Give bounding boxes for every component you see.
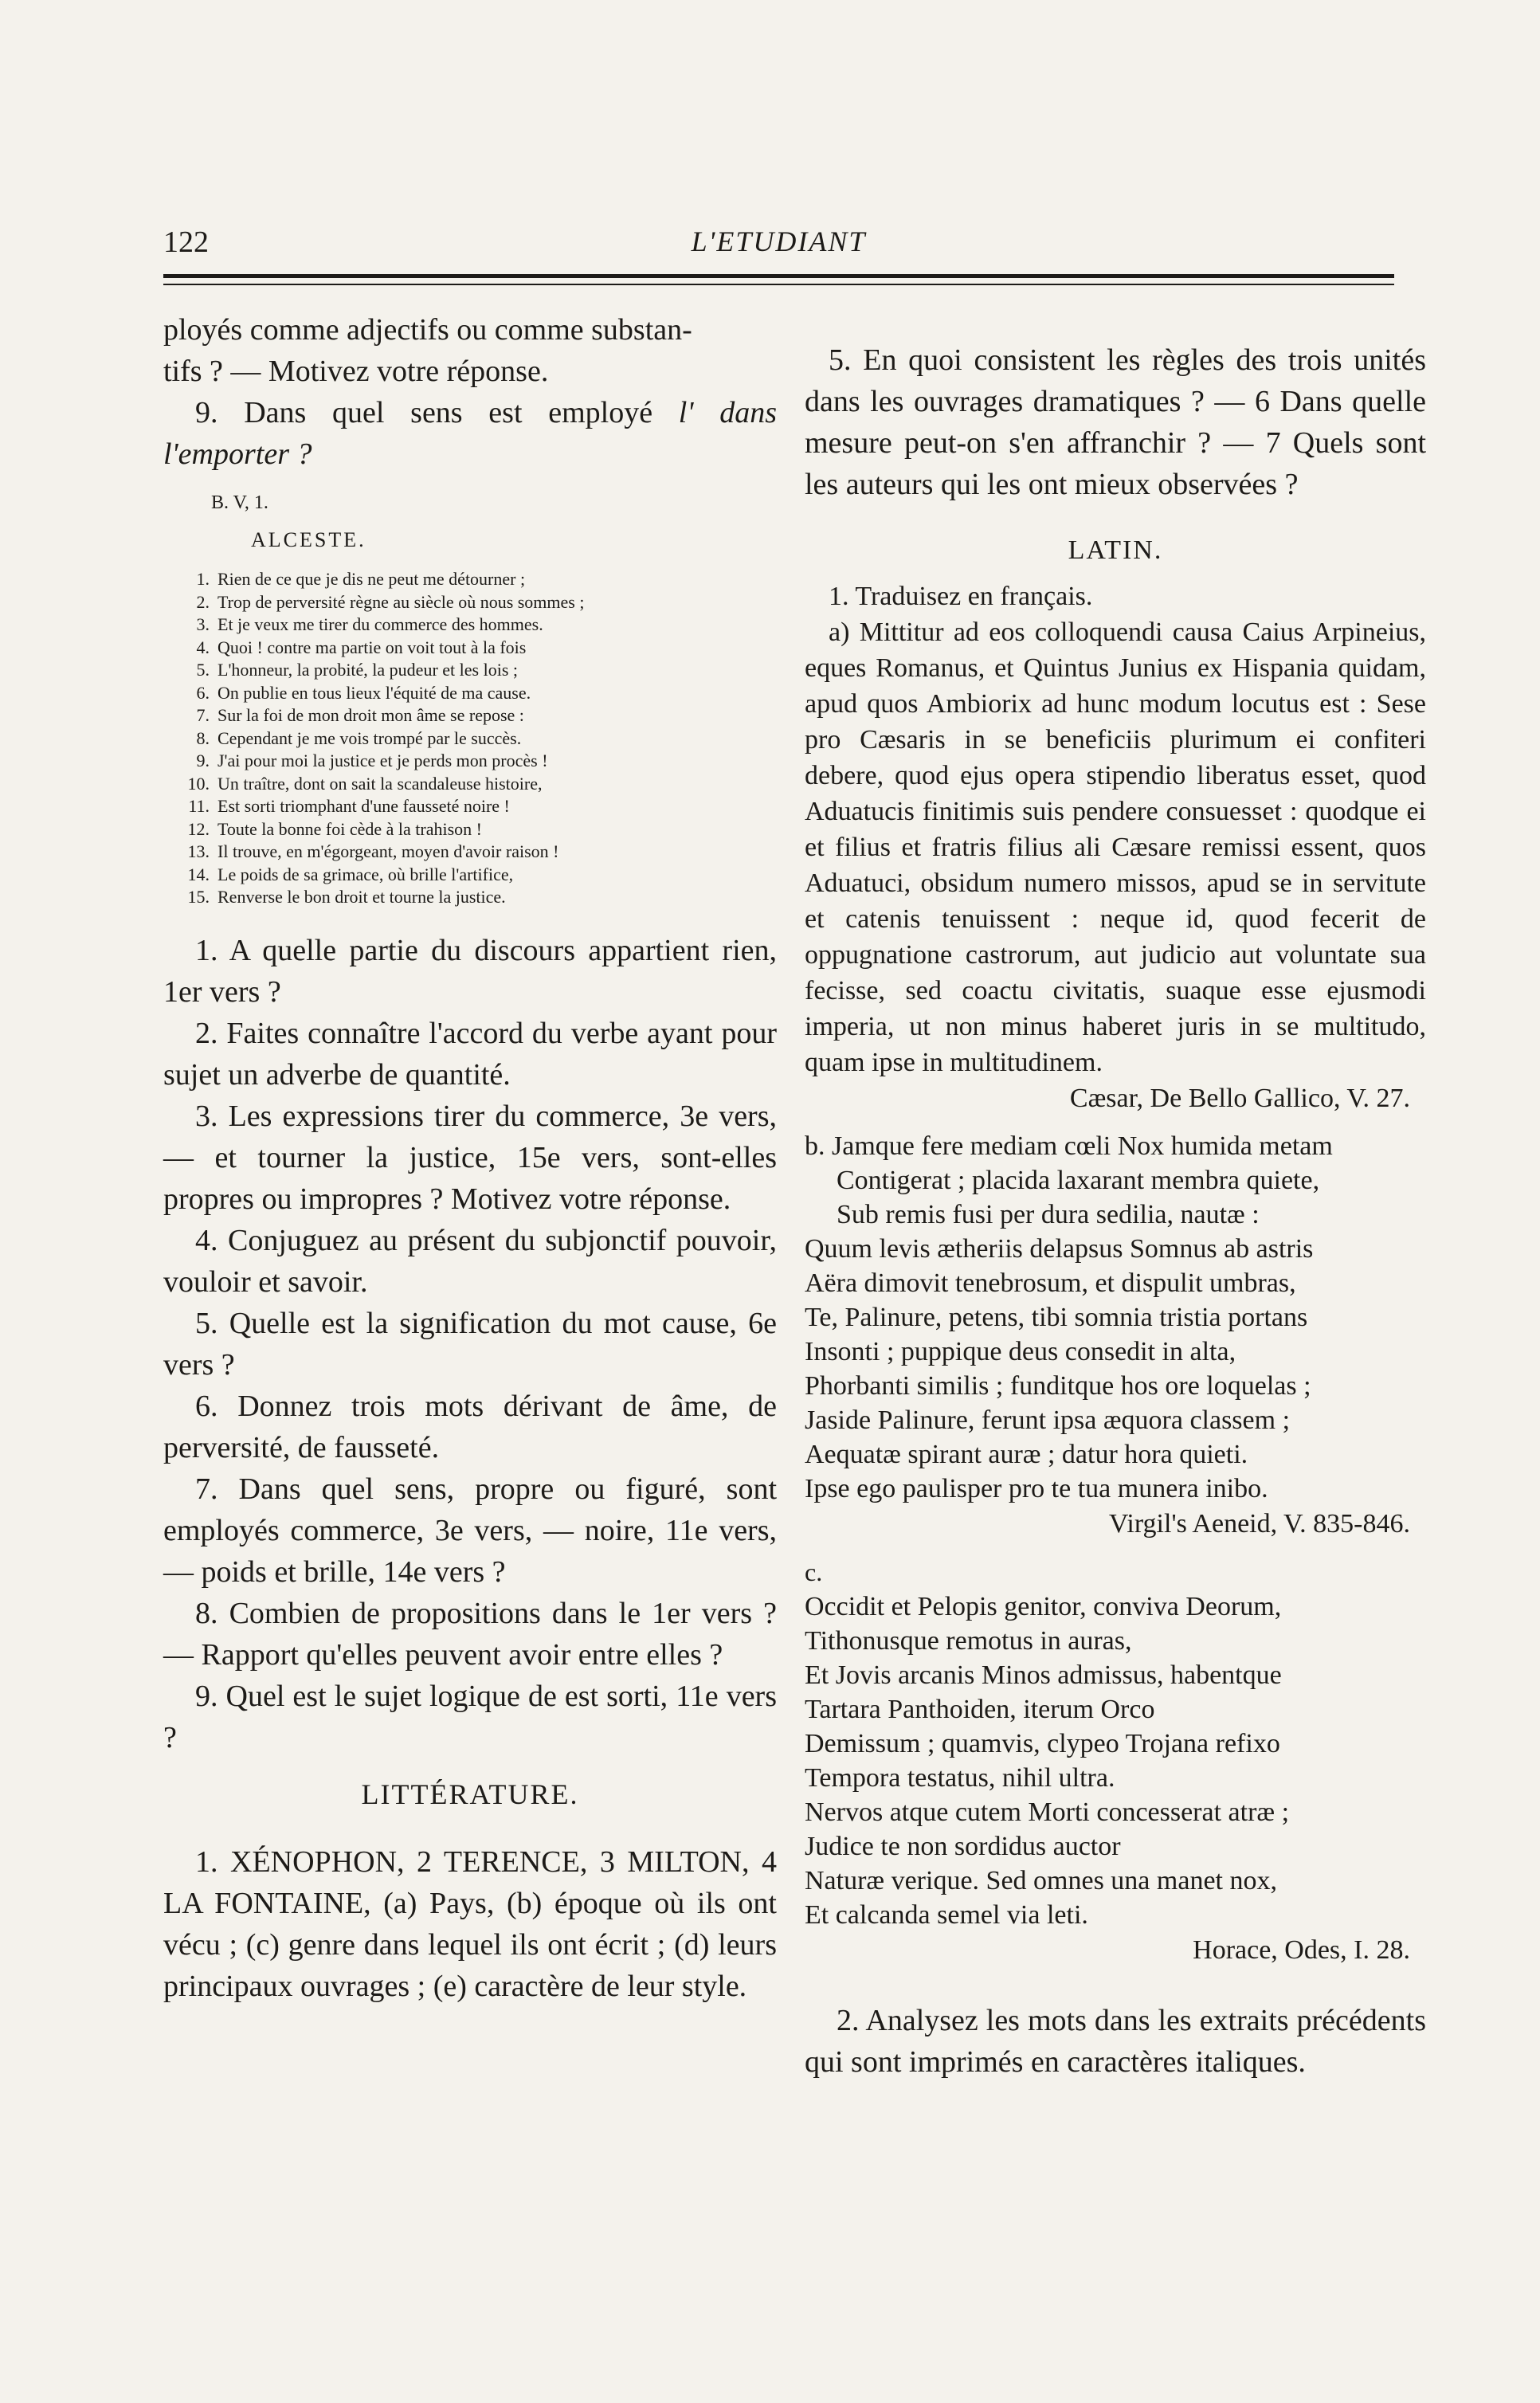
verse-text: Un traître, dont on sait la scandaleuse histoire, (217, 773, 543, 794)
verse-line (163, 795, 777, 818)
question-item: 8. Combien de propositions dans le 1er vers ? — Rapport qu'elles peuvent avoir entre elles ? (163, 1596, 777, 1672)
verse-line (163, 864, 777, 887)
q9-text: 9. Dans quel sens est employé (195, 396, 679, 429)
poem-line: Judice te non sordidus auctor (805, 1832, 1121, 1861)
verse-number: 11. (188, 796, 210, 816)
intro-line-2: tifs ? — Motivez votre réponse. (163, 355, 549, 388)
poem-line: Te, Palinure, petens, tibi somnia tristia portans (805, 1303, 1308, 1332)
question-item: 6. Donnez trois mots dérivant de âme, de perversité, de fausseté. (163, 1389, 777, 1464)
verse-line (163, 682, 777, 705)
verse-number: 6. (196, 682, 210, 703)
poem-line: Phorbanti similis ; funditque hos ore loquelas ; (805, 1371, 1311, 1401)
verse-text: Est sorti triomphant d'une fausseté noire ! (217, 796, 510, 816)
verse-number: 3. (196, 614, 210, 634)
intro-line-1: ployés comme adjectifs ou comme substan- (163, 313, 692, 347)
attribution-a: Cæsar, De Bello Gallico, V. 27. (1069, 1084, 1410, 1113)
question-list (163, 930, 777, 1758)
poem-line: b. Jamque fere mediam cœli Nox humida metam (805, 1131, 1333, 1161)
poem-line: Insonti ; puppique deus consedit in alta, (805, 1337, 1236, 1366)
attribution-b: Virgil's Aeneid, V. 835-846. (1108, 1509, 1410, 1539)
header-rule-thick (163, 274, 1394, 278)
poem-line: Aëra dimovit tenebrosum, et dispulit umbras, (805, 1268, 1296, 1298)
character-name: ALCESTE. (251, 528, 366, 551)
poem-line: Occidit et Pelopis genitor, conviva Deorum, (805, 1592, 1282, 1621)
verse-line (163, 637, 777, 660)
question-item: 7. Dans quel sens, propre ou figuré, sont employés commerce, 3e vers, — noire, 11e vers, — poids et brille, 14e vers ? (163, 1472, 777, 1589)
verse-text: On publie en tous lieux l'équité de ma cause. (217, 682, 531, 703)
q9-italic: l' dans l'emporter ? (163, 396, 777, 471)
verse-line (163, 773, 777, 796)
poem-line: Sub remis fusi per dura sedilia, nautæ : (837, 1200, 1260, 1229)
verse-number: 12. (187, 818, 210, 839)
passage-a: a) Mittitur ad eos colloquendi causa Caius Arpineius, eques Romanus, et Quintus Junius ex Hispania quidam, apud quos Ambiorix ad hunc modum locutus est : Sese pro Cæsaris in se beneficiis plurimum ei confiteri debere, quod ejus opera stipendio liberatus esset, quod Aduatucis finitimis suis pendere consuesset : quodque ei et filius et fratris filius ali Cæsare remissi essent, quos Aduatuci, obsidum numero missos, apud se in servitute et catenis tenuissent : neque id, quod fecerit de oppugnatione castrorum, aut judicio aut voluntate sua fecisse, sed coactu civitatis, suaque esse ejusmodi imperia, ut non minus haberet juris in se multitudo, quam ipse in multitudinem. (805, 617, 1426, 1077)
poem-line: Jaside Palinure, ferunt ipsa æquora classem ; (805, 1405, 1291, 1435)
question-item: 5. Quelle est la signification du mot cause, 6e vers ? (163, 1306, 777, 1382)
verse-list (163, 568, 777, 909)
verse-text: Trop de perversité règne au siècle où nous sommes ; (217, 591, 585, 612)
question-2-analysez: 2. Analysez les mots dans les extraits précédents qui sont imprimés en caractères italiques. (805, 2004, 1426, 2079)
verse-line (163, 750, 777, 773)
literature-question: 1. XÉNOPHON, 2 TERENCE, 3 MILTON, 4 LA FONTAINE, (a) Pays, (b) époque où ils ont vécu ; (c) genre dans lequel ils ont écrit ; (d) leurs principaux ouvrages ; (e) caractère de leur style. (163, 1844, 777, 2003)
poem-line: Contigerat ; placida laxarant membra quiete, (837, 1166, 1320, 1195)
label-c: c. (805, 1558, 823, 1586)
poem-c (805, 1590, 1426, 1932)
verse-line (163, 659, 777, 682)
verse-text: Cependant je me vois trompé par le succès. (217, 727, 522, 748)
verse-line (163, 704, 777, 727)
verse-number: 8. (196, 727, 210, 748)
question-9-top (163, 392, 777, 475)
poem-line: Nervos atque cutem Morti concesserat atræ ; (805, 1797, 1290, 1827)
poem-line: Et calcanda semel via leti. (805, 1900, 1088, 1930)
verse-text: Il trouve, en m'égorgeant, moyen d'avoir raison ! (217, 841, 559, 861)
verse-line (163, 818, 777, 841)
poem-line: Demissum ; quamvis, clypeo Trojana refixo (805, 1729, 1280, 1758)
verse-line (163, 613, 777, 637)
source-reference: B. V, 1. (211, 492, 268, 513)
verse-text: Rien de ce que je dis ne peut me détourner ; (217, 569, 526, 589)
verse-number: 7. (196, 705, 210, 725)
verse-line (163, 841, 777, 864)
poem-line: Aequatæ spirant auræ ; datur hora quieti. (805, 1440, 1248, 1469)
verse-text: Quoi ! contre ma partie on voit tout à la fois (217, 637, 527, 657)
poem-line: Tithonusque remotus in auras, (805, 1626, 1132, 1656)
latin-heading: LATIN. (1068, 535, 1163, 565)
verse-text: L'honneur, la probité, la pudeur et les lois ; (217, 660, 518, 680)
verse-number: 4. (196, 637, 210, 657)
verse-number: 14. (187, 864, 210, 884)
poem-line: Quum levis ætheriis delapsus Somnus ab astris (805, 1234, 1314, 1264)
attribution-c: Horace, Odes, I. 28. (1193, 1935, 1410, 1965)
verse-text: Le poids de sa grimace, où brille l'artifice, (217, 864, 514, 884)
verse-text: J'ai pour moi la justice et je perds mon procès ! (217, 751, 548, 770)
verse-line (163, 568, 777, 591)
question-5-unites: 5. En quoi consistent les règles des trois unités dans les ouvrages dramatiques ? — 6 Dans quelle mesure peut-on s'en affranchir ? — 7 Quels sont les auteurs qui les ont mieux observées ? (805, 343, 1426, 501)
question-item: 9. Quel est le sujet logique de est sorti, 11e vers ? (163, 1679, 777, 1754)
verse-text: Toute la bonne foi cède à la trahison ! (217, 818, 482, 839)
question-item: 4. Conjuguez au présent du subjonctif pouvoir, vouloir et savoir. (163, 1223, 777, 1299)
right-column (805, 309, 1426, 2113)
question-item: 2. Faites connaître l'accord du verbe ayant pour sujet un adverbe de quantité. (163, 1016, 777, 1092)
verse-line (163, 886, 777, 909)
header-rule-thin (163, 284, 1394, 285)
poem-b (805, 1129, 1426, 1506)
poem-line: Et Jovis arcanis Minos admissus, habentque (805, 1660, 1282, 1690)
verse-number: 1. (196, 569, 210, 589)
verse-number: 2. (196, 591, 210, 612)
poem-line: Tempora testatus, nihil ultra. (805, 1763, 1115, 1793)
literature-heading: LITTÉRATURE. (361, 1778, 579, 1810)
poem-line: Ipse ego paulisper pro te tua munera inibo. (805, 1474, 1268, 1503)
question-item: 1. A quelle partie du discours appartient rien, 1er vers ? (163, 933, 777, 1009)
verse-number: 15. (187, 887, 210, 907)
verse-number: 13. (187, 841, 210, 861)
verse-text: Renverse le bon droit et tourne la justice. (217, 887, 506, 907)
running-title: L'ETUDIANT (691, 225, 867, 257)
verse-number: 9. (196, 751, 210, 770)
verse-text: Et je veux me tirer du commerce des hommes. (217, 614, 543, 634)
page-number: 122 (163, 225, 209, 259)
left-column (163, 309, 777, 2037)
latin-intro: 1. Traduisez en français. (829, 582, 1093, 611)
verse-line (163, 591, 777, 614)
poem-line: Tartara Panthoiden, iterum Orco (805, 1695, 1155, 1724)
page-header (163, 225, 1394, 265)
verse-text: Sur la foi de mon droit mon âme se repose : (217, 705, 524, 725)
verse-line (163, 727, 777, 751)
question-item: 3. Les expressions tirer du commerce, 3e vers, — et tourner la justice, 15e vers, sont-elles propres ou impropres ? Motivez votre réponse. (163, 1099, 777, 1216)
poem-line: Naturæ verique. Sed omnes una manet nox, (805, 1866, 1277, 1895)
verse-number: 5. (196, 660, 210, 680)
verse-number: 10. (187, 773, 210, 794)
